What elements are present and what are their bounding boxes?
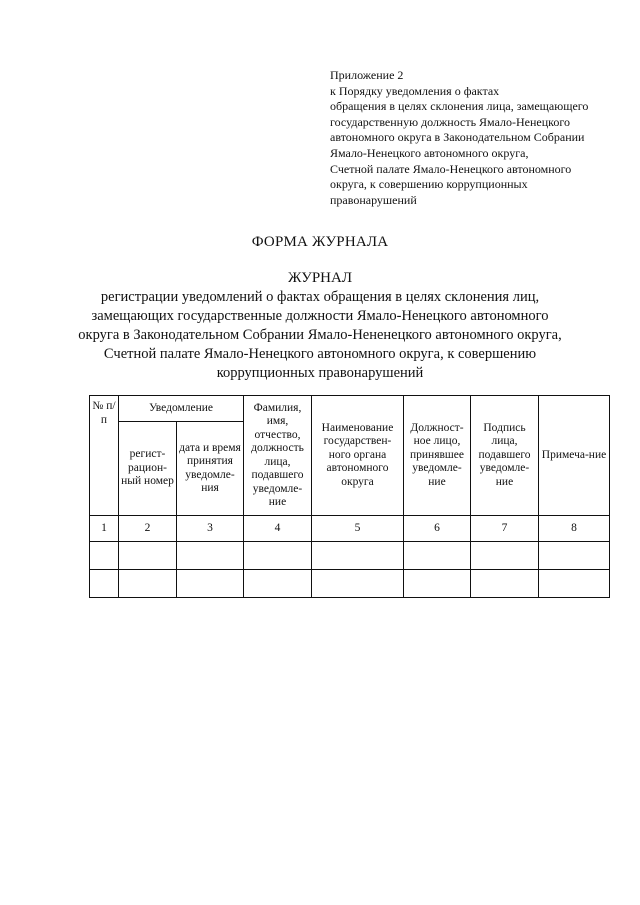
- journal-subtitle-line: Счетной палате Ямало-Ненецкого автономного округа, к совершению: [103, 346, 537, 362]
- header-reg-number: [119, 422, 177, 516]
- appendix-line: к Порядку уведомления о фактах: [330, 83, 500, 98]
- journal-subtitle-line: коррупционных правонарушений: [216, 365, 424, 381]
- index-cell: 3: [177, 516, 244, 542]
- header-signature-label: Подпись лица, подавшего уведомле-ние: [478, 421, 531, 488]
- journal-subtitle-line: замещающих государственные должности Ямало-Ненецкого автономного: [91, 308, 549, 324]
- index-cell: 4: [244, 516, 312, 542]
- header-notification-label: Уведомление: [148, 401, 214, 414]
- journal-subtitle: [60, 288, 580, 383]
- empty-cell: [177, 570, 244, 598]
- index-cell: 2: [119, 516, 177, 542]
- table-row: [90, 542, 610, 570]
- header-org: [312, 396, 404, 516]
- appendix-line: Ямало-Ненецкого автономного округа,: [330, 145, 529, 160]
- appendix-line: государственную должность Ямало-Ненецкого: [330, 114, 570, 129]
- index-cell: 8: [539, 516, 610, 542]
- header-datetime: [177, 422, 244, 516]
- index-cell: 1: [90, 516, 119, 542]
- header-fio: [244, 396, 312, 516]
- header-org-label: Наименование государствен-ного органа автономного округа: [321, 421, 394, 488]
- header-note-label: Примеча-ние: [541, 448, 607, 461]
- table-row: [90, 570, 610, 598]
- empty-cell: [119, 542, 177, 570]
- header-signature: [471, 396, 539, 516]
- appendix-line: Счетной палате Ямало-Ненецкого автономного: [330, 161, 572, 176]
- appendix-line: обращения в целях склонения лица, замещающего: [330, 99, 589, 114]
- header-notification-group: [119, 396, 244, 422]
- empty-cell: [119, 570, 177, 598]
- empty-cell: [404, 542, 471, 570]
- header-num-label: № п/п: [92, 400, 116, 426]
- empty-cell: [90, 570, 119, 598]
- empty-cell: [244, 542, 312, 570]
- journal-title: ЖУРНАЛ: [287, 270, 353, 286]
- header-official-label: Должност-ное лицо, принявшее уведомле-ние: [410, 421, 464, 488]
- header-fio-label: Фамилия, имя, отчество, должность лица, подавшего уведомле-ние: [251, 401, 304, 508]
- header-note: [539, 396, 610, 516]
- appendix-line: автономного округа в Законодательном Собрании: [330, 130, 585, 145]
- empty-cell: [90, 542, 119, 570]
- appendix-line: округа, к совершению коррупционных: [330, 177, 528, 192]
- header-official: [404, 396, 471, 516]
- journal-table: [89, 395, 610, 598]
- empty-cell: [471, 570, 539, 598]
- form-title: ФОРМА ЖУРНАЛА: [251, 234, 389, 250]
- header-num: [90, 396, 119, 516]
- index-cell: 5: [312, 516, 404, 542]
- table-index-row: [90, 516, 610, 542]
- empty-cell: [539, 542, 610, 570]
- empty-cell: [404, 570, 471, 598]
- header-datetime-label: дата и время принятия уведомле-ния: [179, 441, 241, 494]
- empty-cell: [312, 542, 404, 570]
- header-reg-number-label: регист-рацион-ный номер: [121, 448, 174, 488]
- journal-subtitle-line: округа в Законодательном Собрании Ямало-Нененецкого автономного округа,: [78, 327, 562, 343]
- empty-cell: [312, 570, 404, 598]
- empty-cell: [177, 542, 244, 570]
- journal-subtitle-line: регистрации уведомлений о фактах обращения в целях склонения лиц,: [100, 289, 540, 305]
- index-cell: 7: [471, 516, 539, 542]
- appendix-line: правонарушений: [330, 192, 417, 207]
- index-cell: 6: [404, 516, 471, 542]
- empty-cell: [539, 570, 610, 598]
- appendix-line: Приложение 2: [330, 68, 404, 82]
- table-header-row: [90, 396, 610, 422]
- appendix-block: [330, 68, 630, 208]
- empty-cell: [244, 570, 312, 598]
- empty-cell: [471, 542, 539, 570]
